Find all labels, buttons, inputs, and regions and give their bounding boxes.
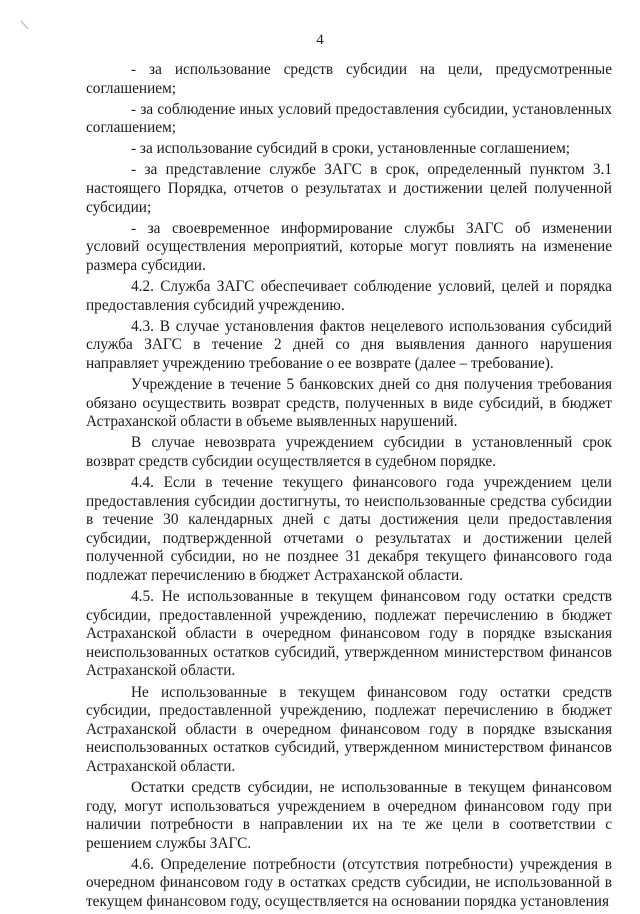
paragraph-other-conditions: - за соблюдение иных условий предоставления субсидии, установленных соглашением; bbox=[86, 100, 612, 137]
paragraph-refund-deadline: Учреждение в течение 5 банковских дней со дня получения требования обязано осуществить возврат средств, полученных в виде субсидий, в бюджет Астраханской области в объеме выявленных нарушений. bbox=[86, 376, 612, 431]
paragraph-notification: - за своевременное информирование службы ЗАГС об изменении условий осуществления мероприятий, которые могут повлиять на изменение размера субсидии. bbox=[86, 219, 612, 274]
paragraph-unused-balances: Не использованные в текущем финансовом году остатки средств субсидии, предоставленной учреждению, подлежат перечислению в бюджет Астраханской области в очередном финансовом году в порядке взыскания неиспользованных остатков субсидий, утвержденном министерством финансов Астраханской области. bbox=[86, 683, 612, 775]
paragraph-4-3: 4.3. В случае установления фактов нецелевого использования субсидий служба ЗАГС в течение 2 дней со дня выявления данного нарушения направляет учреждению требование о ее возврате (далее – требование). bbox=[86, 317, 612, 372]
document-body bbox=[86, 61, 612, 914]
paragraph-reporting: - за представление службе ЗАГС в срок, определенный пунктом 3.1 настоящего Порядка, отчетов о результатах и достижении целей полученной субсидии; bbox=[86, 161, 612, 216]
paragraph-court-recovery: В случае невозврата учреждением субсидии в установленный срок возврат средств субсидии осуществляется в судебном порядке. bbox=[86, 434, 612, 470]
paragraph-deadlines: - за использование субсидий в сроки, установленные соглашением; bbox=[131, 140, 571, 158]
page-number: 4 bbox=[316, 32, 324, 48]
paragraph-balances-reuse: Остатки средств субсидии, не использованные в текущем финансовом году, могут использоваться учреждением в очередном финансовом году при наличии потребности в направлении их на те же цели в соответствии с решением службы ЗАГС. bbox=[86, 778, 612, 852]
paragraph-4-2: 4.2. Служба ЗАГС обеспечивает соблюдение условий, целей и порядка предоставления субсидий учреждению. bbox=[86, 278, 612, 314]
paragraph-4-4: 4.4. Если в течение текущего финансового года учреждением цели предоставления субсидии достигнуты, то неиспользованные средства субсидии в течение 30 календарных дней с даты достижения цели предоставления субсидии, подтвержденной отчетами о результатах и достижении целей полученной субсидии, но не позднее 31 декабря текущего финансового года подлежат перечислению в бюджет Астраханской области. bbox=[86, 473, 612, 584]
paragraph-subsidy-purpose: - за использование средств субсидии на цели, предусмотренные соглашением; bbox=[86, 61, 612, 97]
paragraph-4-6: 4.6. Определение потребности (отсутствия потребности) учреждения в очередном финансовом году в остатках средств субсидии, не использованной в текущем финансовом году, осуществляется на основании порядка установления bbox=[86, 855, 612, 911]
scan-corner-mark bbox=[20, 20, 30, 30]
paragraph-4-5: 4.5. Не использованные в текущем финансовом году остатки средств субсидии, предоставленной учреждению, подлежат перечислению в бюджет Астраханской области в очередном финансовом году в порядке взыскания неиспользованных остатков субсидий, утвержденном министерством финансов Астраханской области. bbox=[86, 588, 612, 680]
